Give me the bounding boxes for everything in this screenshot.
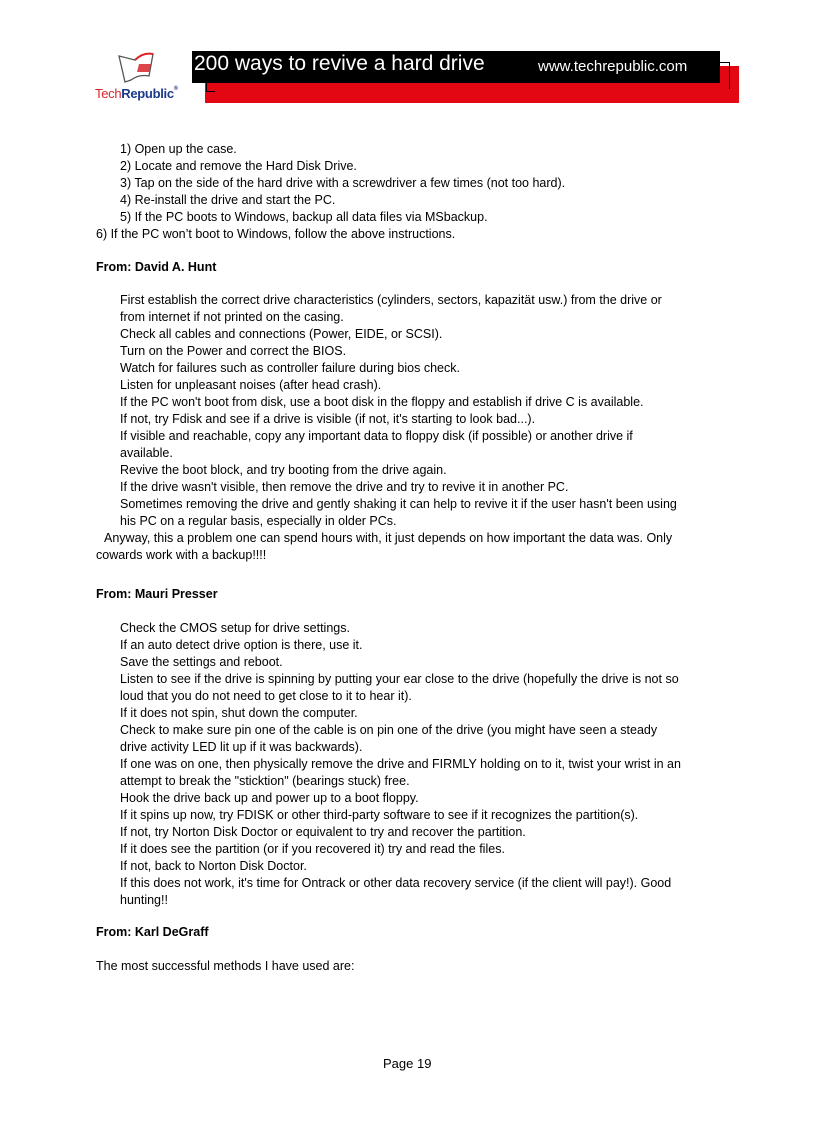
section-line: from internet if not printed on the casing.: [120, 310, 344, 324]
section-line: Hook the drive back up and power up to a boot floppy.: [120, 791, 419, 805]
section-line: If it does see the partition (or if you recovered it) try and read the files.: [120, 842, 505, 856]
section-closing: Anyway, this a problem one can spend hours with, it just depends on how important the data was. Only: [104, 531, 673, 545]
section-line: drive activity LED lit up if it was backwards).: [120, 740, 363, 754]
page-number: Page 19: [383, 1056, 432, 1071]
section-line: Check to make sure pin one of the cable is on pin one of the drive (you might have seen a steady: [120, 723, 658, 737]
section-line: If an auto detect drive option is there, use it.: [120, 638, 363, 652]
section-line: If not, try Norton Disk Doctor or equivalent to try and recover the partition.: [120, 825, 526, 839]
list-item: 2) Locate and remove the Hard Disk Drive.: [120, 159, 357, 173]
section-line: If visible and reachable, copy any important data to floppy disk (if possible) or another drive if: [120, 429, 633, 443]
section-heading: From: Mauri Presser: [96, 587, 218, 601]
section-line: Watch for failures such as controller failure during bios check.: [120, 361, 460, 375]
section-line: Check all cables and connections (Power, EIDE, or SCSI).: [120, 327, 443, 341]
section-line: hunting!!: [120, 893, 168, 907]
logo-tech: Tech: [95, 86, 122, 101]
list-item: 1) Open up the case.: [120, 142, 237, 156]
logo-trademark: ®: [173, 86, 178, 92]
section-line: attempt to break the "sticktion" (bearings stuck) free.: [120, 774, 410, 788]
section-line: If it does not spin, shut down the computer.: [120, 706, 358, 720]
section-heading: From: Karl DeGraff: [96, 925, 209, 939]
section-line: available.: [120, 446, 173, 460]
list-item: 6) If the PC won’t boot to Windows, follow the above instructions.: [96, 227, 456, 241]
logo-wordmark: [95, 86, 178, 101]
header-title: 200 ways to revive a hard drive: [194, 52, 485, 75]
section-line: First establish the correct drive characteristics (cylinders, sectors, kapazität usw.) from the drive or: [120, 293, 662, 307]
section-line: If the drive wasn't visible, then remove the drive and try to revive it in another PC.: [120, 480, 569, 494]
list-item: 3) Tap on the side of the hard drive with a screwdriver a few times (not too hard).: [120, 176, 566, 190]
section-line: Check the CMOS setup for drive settings.: [120, 621, 350, 635]
section-line: If not, try Fdisk and see if a drive is visible (if not, it's starting to look bad...).: [120, 412, 536, 426]
list-item: 5) If the PC boots to Windows, backup all data files via MSbackup.: [120, 210, 488, 224]
section-line: his PC on a regular basis, especially in older PCs.: [120, 514, 397, 528]
logo-republic: Republic: [121, 86, 174, 101]
section-line: If this does not work, it's time for Ontrack or other data recovery service (if the client will pay!). Good: [120, 876, 672, 890]
flag-icon: [95, 48, 187, 88]
section-line: Revive the boot block, and try booting from the drive again.: [120, 463, 447, 477]
section-line: The most successful methods I have used are:: [96, 959, 355, 973]
section-line: If not, back to Norton Disk Doctor.: [120, 859, 307, 873]
section-line: If it spins up now, try FDISK or other third-party software to see if it recognizes the partition(s).: [120, 808, 639, 822]
techrepublic-logo: [95, 48, 187, 104]
section-line: If one was on one, then physically remove the drive and FIRMLY holding on to it, twist your wrist in an: [120, 757, 681, 771]
header-url: www.techrepublic.com: [538, 58, 688, 75]
section-line: Save the settings and reboot.: [120, 655, 283, 669]
header-bracket: [720, 62, 730, 89]
section-line: loud that you do not need to get close to it to hear it).: [120, 689, 412, 703]
section-closing: cowards work with a backup!!!!: [96, 548, 267, 562]
header-foot-bracket: [206, 83, 215, 92]
list-item: 4) Re-install the drive and start the PC.: [120, 193, 336, 207]
section-line: Turn on the Power and correct the BIOS.: [120, 344, 347, 358]
section-line: If the PC won't boot from disk, use a boot disk in the floppy and establish if drive C is available.: [120, 395, 644, 409]
section-line: Sometimes removing the drive and gently shaking it can help to revive it if the user hasn't been using: [120, 497, 677, 511]
section-line: Listen for unpleasant noises (after head crash).: [120, 378, 382, 392]
section-heading: From: David A. Hunt: [96, 260, 217, 274]
section-line: Listen to see if the drive is spinning by putting your ear close to the drive (hopefully the drive is not so: [120, 672, 679, 686]
